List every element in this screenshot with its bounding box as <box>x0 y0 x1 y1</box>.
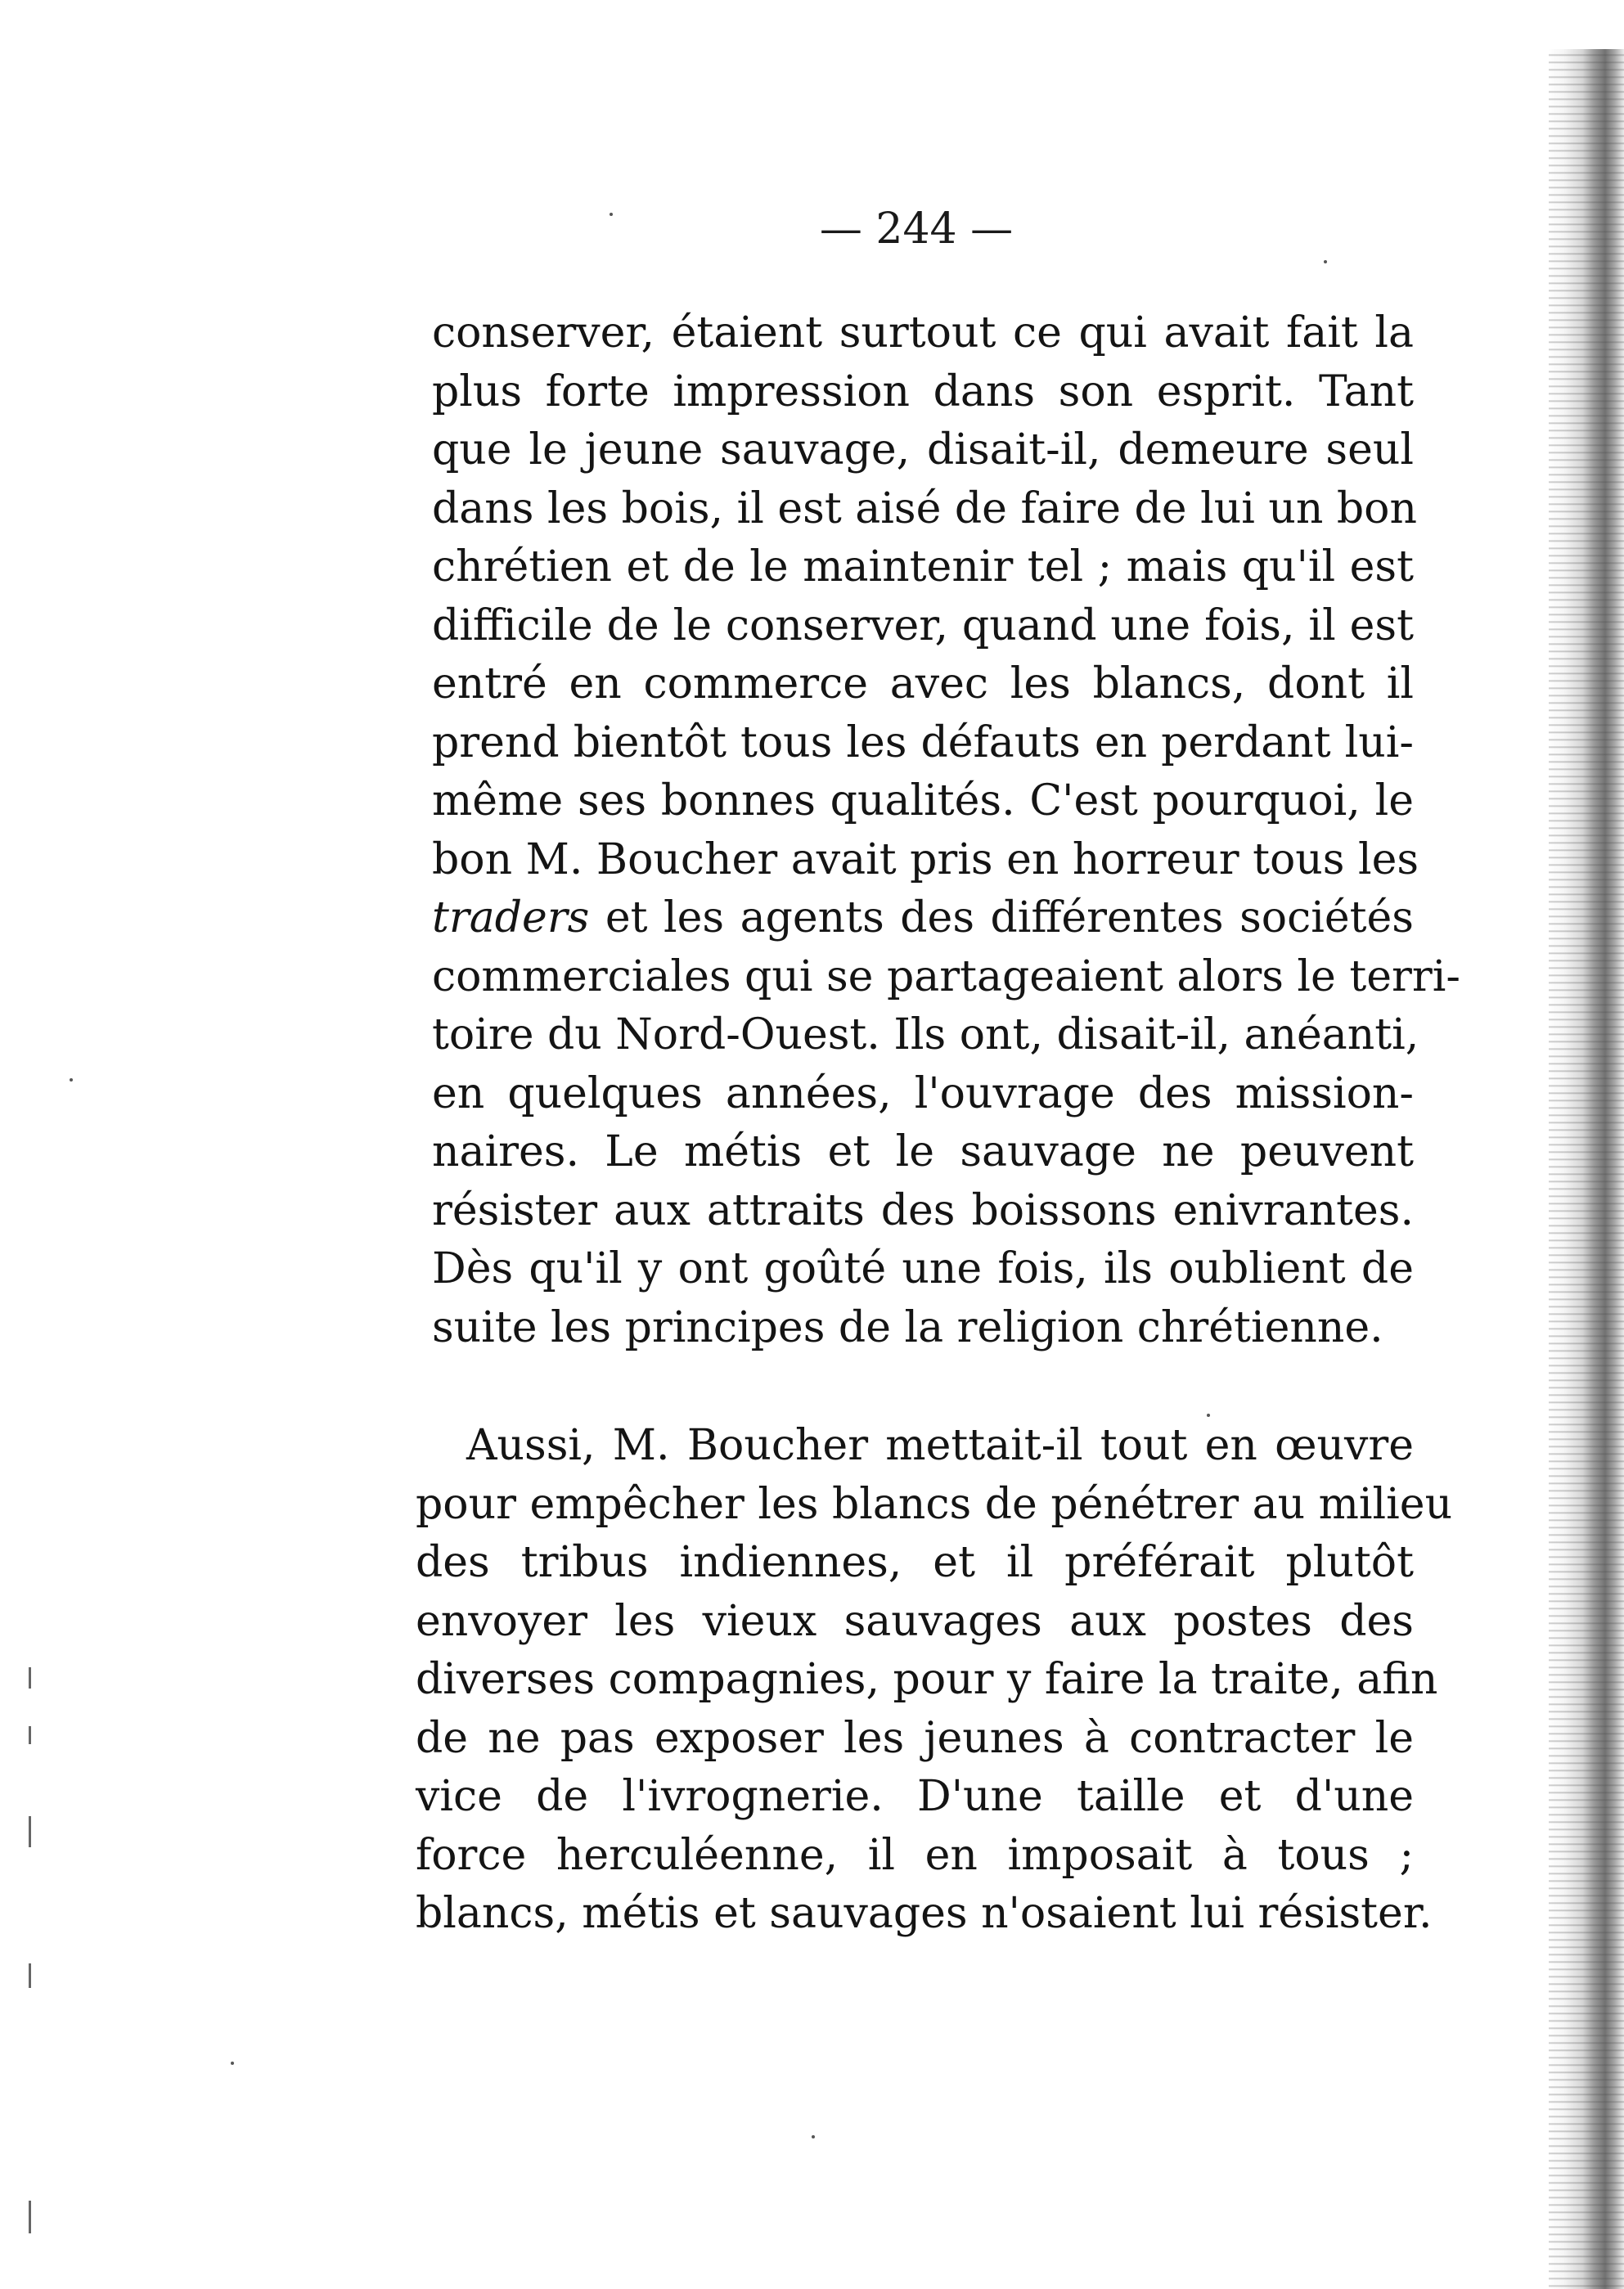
text-line: conserver, étaient surtout ce qui avait fait la <box>432 308 1414 358</box>
text-line: force herculéenne, il en imposait à tous ; <box>416 1830 1414 1880</box>
text-line: entré en commerce avec les blancs, dont il <box>432 659 1414 708</box>
text-line: même ses bonnes qualités. C'est pourquoi, le <box>432 776 1414 825</box>
text-line: de ne pas exposer les jeunes à contracter le <box>416 1713 1414 1763</box>
text-line: commerciales qui se partageaient alors le terri- <box>432 951 1460 1001</box>
scan-speck <box>1207 1414 1210 1417</box>
text-line: difficile de le conserver, quand une fois, il est <box>432 600 1414 650</box>
text-line: toire du Nord-Ouest. Ils ont, disait-il, anéanti, <box>432 1010 1419 1059</box>
scan-mark <box>29 1726 31 1744</box>
scan-speck <box>70 1078 73 1082</box>
text-line: résister aux attraits des boissons enivrantes. <box>432 1185 1414 1235</box>
text-line <box>432 889 1414 948</box>
text-line: en quelques années, l'ouvrage des mission- <box>432 1068 1414 1118</box>
text-line: suite les principes de la religion chrétienne. <box>432 1302 1383 1352</box>
text-line: chrétien et de le maintenir tel ; mais qu'il est <box>432 542 1414 591</box>
scan-mark <box>29 1667 31 1689</box>
scan-mark <box>29 1816 31 1847</box>
text-line: vice de l'ivrognerie. D'une taille et d'une <box>416 1772 1414 1821</box>
text-line: Dès qu'il y ont goûté une fois, ils oublient de <box>432 1244 1414 1293</box>
paragraph-2 <box>416 1417 1453 1944</box>
scan-mark <box>29 2201 31 2233</box>
page-number: — 244 — <box>819 205 1014 254</box>
text-line: des tribus indiennes, et il préférait plutôt <box>416 1538 1414 1587</box>
italic-word: traders <box>432 893 590 942</box>
text-line: prend bientôt tous les défauts en perdant lui- <box>432 717 1414 767</box>
text-line: envoyer les vieux sauvages aux postes des <box>416 1596 1414 1646</box>
text-line: que le jeune sauvage, disait-il, demeure seul <box>432 425 1414 474</box>
text-line: dans les bois, il est aisé de faire de lui un bon <box>432 483 1417 533</box>
line-rest: et les agents des différentes sociétés <box>589 893 1414 942</box>
text-line: pour empêcher les blancs de pénétrer au milieu <box>416 1479 1453 1529</box>
paragraph-1 <box>432 304 1460 1357</box>
scan-mark <box>29 1963 31 1988</box>
text-line: naires. Le métis et le sauvage ne peuvent <box>432 1127 1414 1176</box>
scan-speck <box>610 213 613 216</box>
scanned-page-edge <box>1549 49 1624 2289</box>
text-line: plus forte impression dans son esprit. Tant <box>432 367 1414 416</box>
text-line: blancs, métis et sauvages n'osaient lui résister. <box>416 1889 1433 1938</box>
scan-speck <box>231 2062 234 2065</box>
text-line: bon M. Boucher avait pris en horreur tous les <box>432 834 1419 884</box>
scan-speck <box>1324 260 1327 263</box>
scan-speck <box>812 2135 815 2138</box>
text-line: diverses compagnies, pour y faire la traite, afin <box>416 1655 1438 1704</box>
text-line: Aussi, M. Boucher mettait-il tout en œuvre <box>466 1421 1414 1470</box>
